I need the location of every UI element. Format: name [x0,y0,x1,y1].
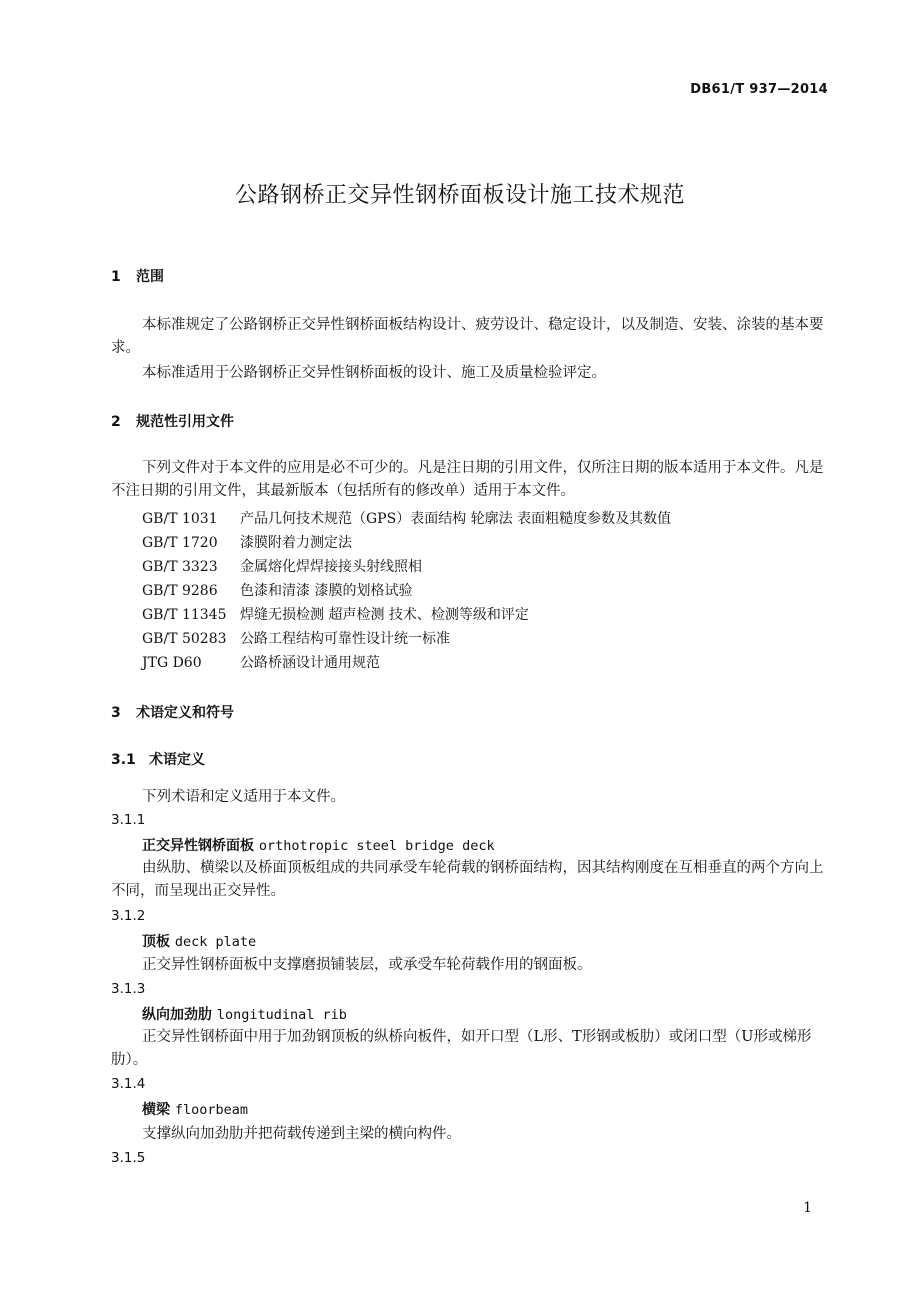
subsection-title: 术语定义 [149,752,205,768]
section-2-heading [111,411,234,431]
term-number: 3.1.5 [111,1150,146,1166]
term-definition: 正交异性钢桥面板中支撑磨损铺装层，或承受车轮荷载作用的钢面板。 [142,957,592,973]
reference-code: GB/T 9286 [142,583,218,599]
reference-title: 金属熔化焊焊接接头射线照相 [240,559,422,575]
section-1-heading [111,266,164,286]
subsection-3-1-intro: 下列术语和定义适用于本文件。 [142,789,345,805]
reference-item [142,532,352,552]
section-title: 范围 [136,269,164,285]
term-definition: 由纵肋、横梁以及桥面顶板组成的共同承受车轮荷载的钢桥面结构，因其结构刚度在互相垂直的两个方向上不同，而呈现出正交异性。 [111,860,824,899]
section-number: 3 [111,705,121,721]
reference-title: 产品几何技术规范（GPS）表面结构 轮廓法 表面粗糙度参数及其数值 [240,511,672,527]
section-number: 1 [111,269,121,285]
reference-item [142,604,529,624]
reference-title: 漆膜附着力测定法 [240,535,352,551]
section-number: 2 [111,414,121,430]
term-heading [142,1004,347,1024]
subsection-3-1-heading [111,749,205,769]
reference-title: 色漆和清漆 漆膜的划格试验 [240,583,413,599]
reference-code: GB/T 3323 [142,559,218,575]
term-english: deck plate [174,934,257,950]
term-chinese: 纵向加劲肋 [142,1007,212,1023]
term-number: 3.1.4 [111,1076,146,1092]
term-definition: 支撑纵向加劲肋并把荷载传递到主梁的横向构件。 [142,1126,461,1142]
term-heading [142,1099,248,1119]
term-number: 3.1.3 [111,981,146,997]
reference-item [142,628,450,648]
section-title: 术语定义和符号 [136,705,234,721]
term-number: 3.1.1 [111,812,146,828]
reference-code: GB/T 1720 [142,535,218,551]
section-3-heading [111,702,234,722]
term-number: 3.1.2 [111,908,146,924]
term-heading [142,835,495,855]
reference-code: GB/T 11345 [142,607,227,623]
term-english: longitudinal rib [216,1007,347,1023]
reference-title: 焊缝无损检测 超声检测 技术、检测等级和评定 [240,607,529,623]
reference-title: 公路桥涵设计通用规范 [240,655,380,671]
term-english: orthotropic steel bridge deck [258,838,495,854]
page-number: 1 [803,1200,812,1216]
section-1-paragraph-2: 本标准适用于公路钢桥正交异性钢桥面板的设计、施工及质量检验评定。 [142,365,606,381]
document-title: 公路钢桥正交异性钢桥面板设计施工技术规范 [234,183,685,208]
subsection-number: 3.1 [111,752,136,768]
term-definition: 正交异性钢桥面中用于加劲钢顶板的纵桥向板件，如开口型（L形、T形钢或板肋）或闭口型（U形或梯形肋）。 [111,1029,812,1068]
term-heading [142,931,256,951]
reference-item [142,508,671,528]
term-chinese: 正交异性钢桥面板 [142,838,254,854]
term-chinese: 横梁 [142,1102,170,1118]
section-2-intro: 下列文件对于本文件的应用是必不可少的。凡是注日期的引用文件，仅所注日期的版本适用于本文件。凡是不注日期的引用文件，其最新版本（包括所有的修改单）适用于本文件。 [111,460,824,499]
document-code: DB61/T 937—2014 [690,82,828,97]
reference-item [142,652,380,672]
section-1-paragraph-1: 本标准规定了公路钢桥正交异性钢桥面板结构设计、疲劳设计、稳定设计，以及制造、安装、涂装的基本要求。 [111,317,824,356]
term-english: floorbeam [174,1102,249,1118]
reference-item [142,556,422,576]
reference-code: GB/T 50283 [142,631,227,647]
reference-code: JTG D60 [142,655,202,671]
reference-title: 公路工程结构可靠性设计统一标准 [240,631,450,647]
term-chinese: 顶板 [142,934,170,950]
section-title: 规范性引用文件 [136,414,234,430]
reference-code: GB/T 1031 [142,511,218,527]
reference-item [142,580,412,600]
